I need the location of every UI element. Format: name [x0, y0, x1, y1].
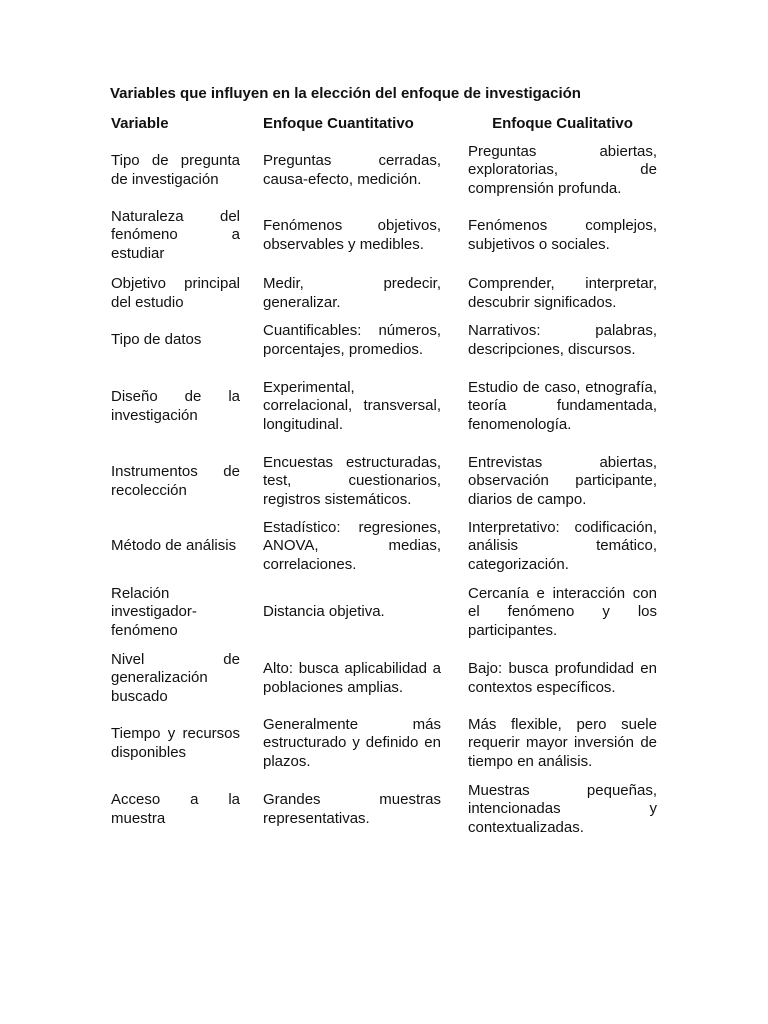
- table-row: [0, 143, 768, 198]
- cell-cuantitativo: Preguntas cerradas, causa-efecto, medición.: [263, 152, 441, 188]
- table-row: [0, 651, 768, 706]
- cell-cualitativo: Estudio de caso, etnografía, teoría fundamentada, fenomenología.: [468, 379, 657, 433]
- table-row: [0, 782, 768, 837]
- cell-cualitativo: Entrevistas abiertas, observación participante, diarios de campo.: [468, 454, 657, 508]
- cell-variable: Tipo de pregunta de investigación: [111, 152, 240, 188]
- cell-cualitativo: Bajo: busca profundidad en contextos específicos.: [468, 660, 657, 696]
- cell-cualitativo: Comprender, interpretar, descubrir significados.: [468, 275, 657, 311]
- header-variable: Variable: [111, 115, 169, 132]
- cell-cuantitativo: Alto: busca aplicabilidad a poblaciones amplias.: [263, 660, 441, 696]
- table-row: [0, 275, 768, 312]
- table-row: [0, 716, 768, 771]
- table-row: [0, 519, 768, 574]
- cell-cualitativo: Cercanía e interacción con el fenómeno y los participantes.: [468, 585, 657, 639]
- cell-cuantitativo: Estadístico: regresiones, ANOVA, medias, correlaciones.: [263, 519, 441, 573]
- cell-variable: Nivel de generalización buscado: [111, 651, 240, 705]
- cell-variable: Tiempo y recursos disponibles: [111, 725, 240, 761]
- document-title: Variables que influyen en la elección del enfoque de investigación: [110, 85, 581, 102]
- cell-variable: Diseño de la investigación: [111, 388, 240, 424]
- cell-cuantitativo: Distancia objetiva.: [263, 603, 385, 621]
- table-row: [0, 208, 768, 263]
- cell-cualitativo: Muestras pequeñas, intencionadas y contextualizadas.: [468, 782, 657, 836]
- cell-variable: Método de análisis: [111, 537, 237, 555]
- cell-variable: Objetivo principal del estudio: [111, 275, 240, 311]
- cell-variable: Tipo de datos: [111, 331, 202, 349]
- cell-cuantitativo: Fenómenos objetivos, observables y medibles.: [263, 217, 441, 253]
- cell-cuantitativo: Cuantificables: números, porcentajes, promedios.: [263, 322, 441, 358]
- cell-variable: Relación investigador-fenómeno: [111, 585, 197, 639]
- cell-cualitativo: Más flexible, pero suele requerir mayor inversión de tiempo en análisis.: [468, 716, 657, 770]
- table-row: [0, 585, 768, 640]
- cell-cualitativo: Narrativos: palabras, descripciones, discursos.: [468, 322, 657, 358]
- cell-cuantitativo: Generalmente más estructurado y definido en plazos.: [263, 716, 441, 770]
- cell-cualitativo: Preguntas abiertas, exploratorias, de comprensión profunda.: [468, 143, 657, 197]
- cell-cuantitativo: Grandes muestras representativas.: [263, 791, 441, 827]
- cell-cualitativo: Interpretativo: codificación, análisis temático, categorización.: [468, 519, 657, 573]
- cell-cuantitativo: Experimental, correlacional, transversal, longitudinal.: [263, 379, 441, 433]
- cell-variable: Acceso a la muestra: [111, 791, 240, 827]
- table-row: [0, 454, 768, 509]
- header-enfoque-cuantitativo: Enfoque Cuantitativo: [263, 115, 414, 132]
- table-row: [0, 322, 768, 359]
- header-enfoque-cualitativo: Enfoque Cualitativo: [492, 115, 633, 132]
- cell-cuantitativo: Encuestas estructuradas, test, cuestionarios, registros sistemáticos.: [263, 454, 441, 508]
- cell-cualitativo: Fenómenos complejos, subjetivos o sociales.: [468, 217, 657, 253]
- cell-cuantitativo: Medir, predecir, generalizar.: [263, 275, 441, 311]
- cell-variable: Naturaleza del fenómeno a estudiar: [111, 208, 240, 262]
- table-row: [0, 370, 768, 443]
- cell-variable: Instrumentos de recolección: [111, 463, 240, 499]
